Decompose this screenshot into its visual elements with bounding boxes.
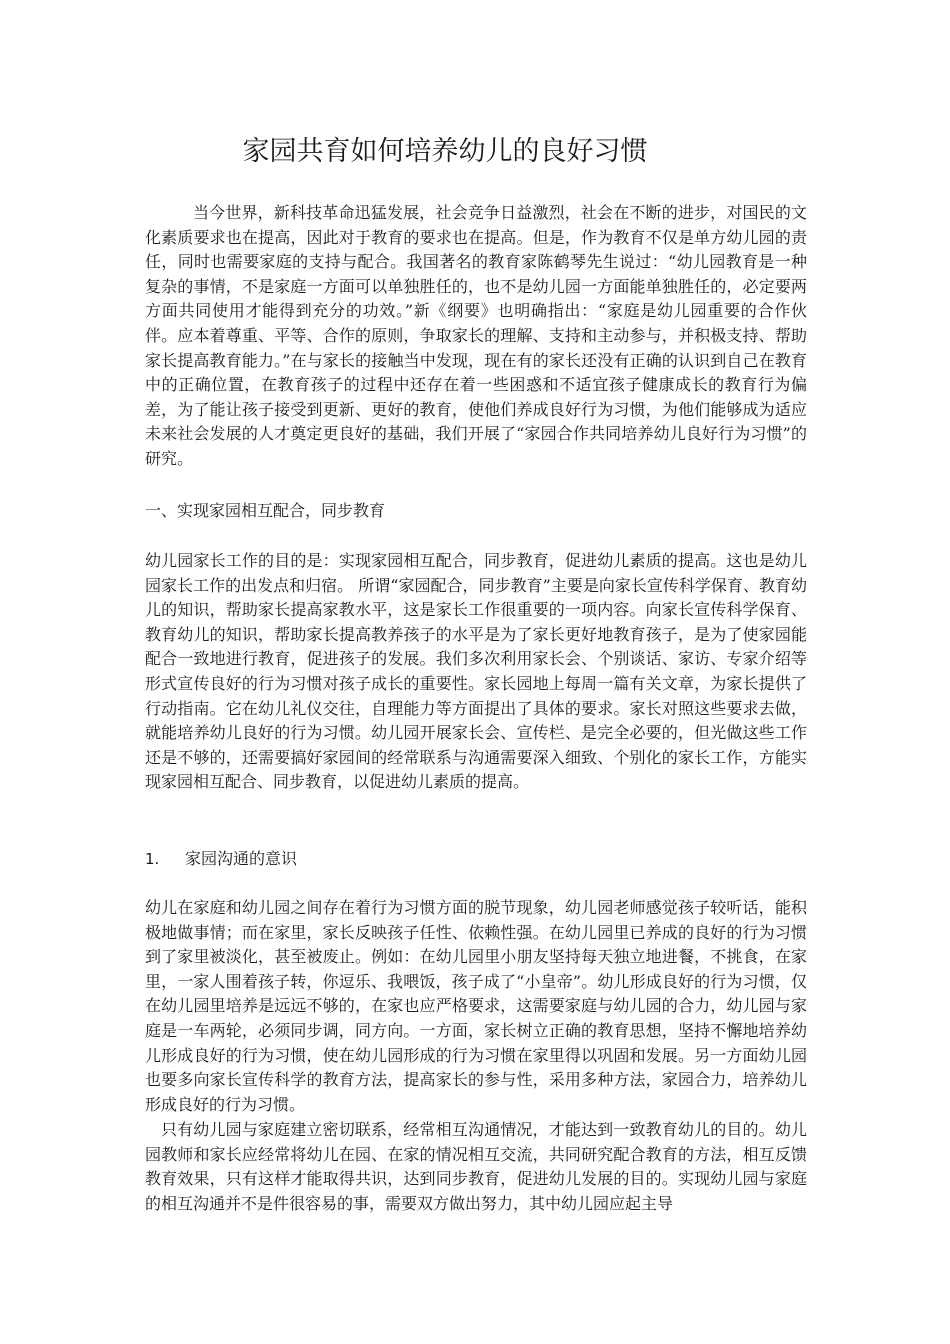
- subsection-number: 1.: [145, 850, 160, 868]
- subsection-heading-1: [145, 847, 297, 871]
- section-1-paragraph: 幼儿园家长工作的目的是：实现家园相互配合，同步教育，促进幼儿素质的提高。这也是幼儿园家长工作的出发点和归宿。 所谓“家园配合，同步教育”主要是向家长宣传科学保育、教育幼儿的知识，帮助家长提高家教水平，这是家长工作很重要的一项内容。向家长宣传科学保育、教育幼儿的知识，帮助家长提高教养孩子的水平是为了家长更好地教育孩子，是为了使家园能配合一致地进行教育，促进孩子的发展。我们多次利用家长会、个别谈话、家访、专家介绍等形式宣传良好的行为习惯对孩子成长的重要性。家长园地上每周一篇有关文章，为家长提供了行动指南。它在幼儿礼仪交往，自理能力等方面提出了具体的要求。家长对照这些要求去做，就能培养幼儿良好的行为习惯。幼儿园开展家长会、宣传栏、是完全必要的，但光做这些工作还是不够的，还需要搞好家园间的经常联系与沟通需要深入细致、个别化的家长工作，方能实现家园相互配合、同步教育，以促进幼儿素质的提高。: [145, 551, 807, 792]
- intro-paragraph: 当今世界，新科技革命迅猛发展，社会竞争日益激烈，社会在不断的进步，对国民的文化素质要求也在提高，因此对于教育的要求也在提高。但是，作为教育不仅是单方幼儿园的责任，同时也需要家庭的支持与配合。我国著名的教育家陈鹤琴先生说过：“幼儿园教育是一种复杂的事情，不是家庭一方面可以单独胜任的，也不是幼儿园一方面能单独胜任的，必定要两方面共同使用才能得到充分的功效。”新《纲要》也明确指出：“家庭是幼儿园重要的合作伙伴。应本着尊重、平等、合作的原则，争取家长的理解、支持和主动参与，并积极支持、帮助家长提高教育能力。”在与家长的接触当中发现，现在有的家长还没有正确的认识到自己在教育中的正确位置，在教育孩子的过程中还存在着一些困惑和不适宜孩子健康成长的教育行为偏差，为了能让孩子接受到更新、更好的教育，使他们养成良好行为习惯，为他们能够成为适应未来社会发展的人才奠定更良好的基础，我们开展了“家园合作共同培养幼儿良好行为习惯”的研究。: [145, 203, 807, 468]
- document-title: 家园共育如何培养幼儿的良好习惯: [242, 136, 648, 167]
- subsection-1-paragraph-2: 只有幼儿园与家庭建立密切联系，经常相互沟通情况，才能达到一致教育幼儿的目的。幼儿园教师和家长应经常将幼儿在园、在家的情况相互交流，共同研究配合教育的方法，相互反馈教育效果，只有这样才能取得共识，达到同步教育，促进幼儿发展的目的。实现幼儿园与家庭的相互沟通并不是件很容易的事，需要双方做出努力，其中幼儿园应起主导: [145, 1120, 807, 1213]
- subsection-title: 家园沟通的意识: [185, 849, 298, 868]
- subsection-1-paragraph: 幼儿在家庭和幼儿园之间存在着行为习惯方面的脱节现象，幼儿园老师感觉孩子较听话，能积极地做事情；而在家里，家长反映孩子任性、依赖性强。在幼儿园里已养成的良好的行为习惯到了家里被淡化，甚至被废止。例如：在幼儿园里小朋友坚持每天独立地进餐，不挑食，在家里，一家人围着孩子转，你逗乐、我喂饭，孩子成了“小皇帝”。幼儿形成良好的行为习惯，仅在幼儿园里培养是远远不够的，在家也应严格要求，这需要家庭与幼儿园的合力，幼儿园与家庭是一车两轮，必须同步调，同方向。一方面，家长树立正确的教育思想，坚持不懈地培养幼儿形成良好的行为习惯，使在幼儿园形成的行为习惯在家里得以巩固和发展。另一方面幼儿园也要多向家长宣传科学的教育方法，提高家长的参与性，采用多种方法，家园合力，培养幼儿形成良好的行为习惯。: [145, 898, 807, 1114]
- section-heading-1: 一、实现家园相互配合，同步教育: [145, 501, 386, 520]
